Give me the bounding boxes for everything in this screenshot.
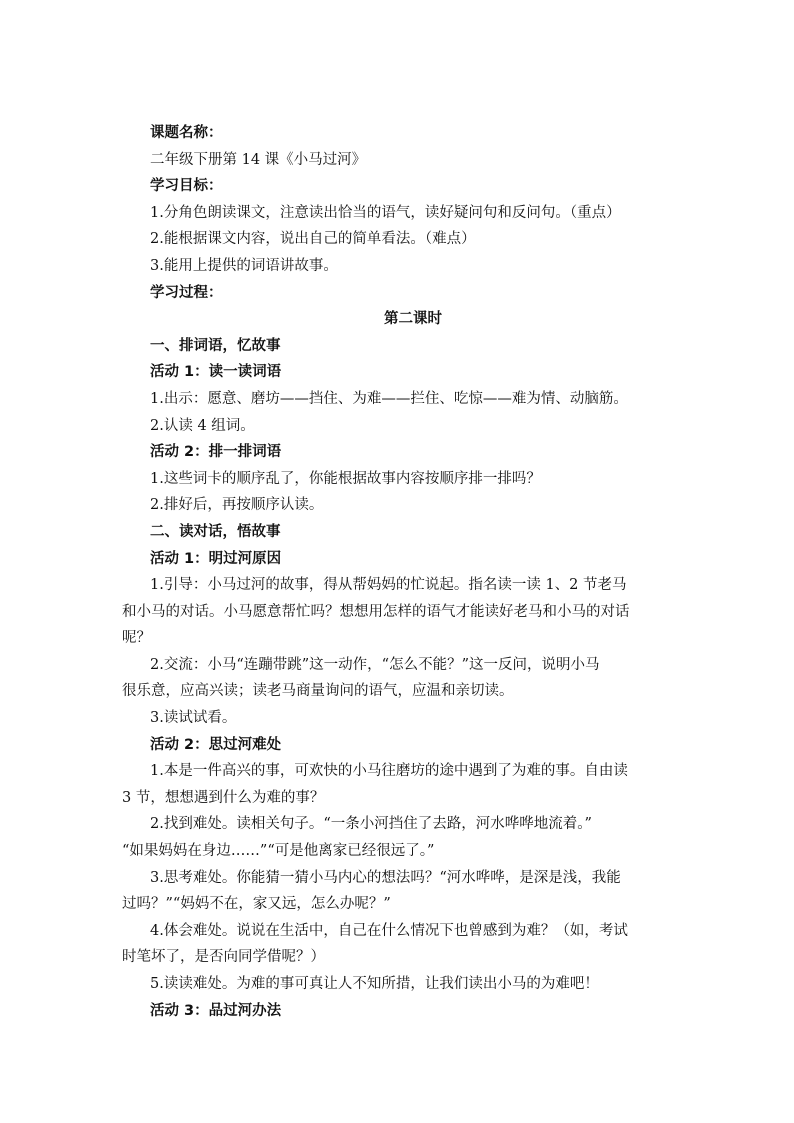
section-heading: 二、读对话，悟故事 <box>150 523 281 540</box>
lesson-name: 二年级下册第 14 课《小马过河》 <box>150 151 367 168</box>
paragraph-line: 5.读读难处。为难的事可真让人不知所措，让我们读出小马的为难吧！ <box>150 976 599 992</box>
objectives-label: 学习目标： <box>150 178 223 195</box>
activity-heading: 活动 1：读一读词语 <box>150 364 282 381</box>
paragraph-line: 4.体会难处。说说在生活中，自己在什么情况下也曾感到为难？（如，考试 <box>150 922 628 939</box>
activity-line: 2.认读 4 组词。 <box>150 417 255 434</box>
paragraph-line: 3.思考难处。你能猜一猜小马内心的想法吗？“河水哗哗，是深是浅，我能 <box>150 869 621 886</box>
process-label: 学习过程： <box>150 284 223 301</box>
paragraph-line: 时笔坏了，是否向同学借呢？） <box>122 949 325 966</box>
paragraph-line: 3.读试试看。 <box>150 710 237 727</box>
paragraph-line: 3 节，想想遇到什么为难的事？ <box>122 789 325 806</box>
document-page <box>122 120 676 1024</box>
lesson-name-label: 课题名称： <box>150 125 223 141</box>
paragraph-line: 1.本是一件高兴的事，可欢快的小马往磨坊的途中遇到了为难的事。自由读 <box>150 763 628 780</box>
paragraph-line: 过吗？”“妈妈不在，家又远，怎么办呢？” <box>122 896 391 913</box>
activity-heading: 活动 3：品过河办法 <box>150 1002 282 1019</box>
paragraph-line: “如果妈妈在身边……”“可是他离家已经很远了。” <box>122 843 435 860</box>
activity-line: 1.这些词卡的顺序乱了，你能根据故事内容按顺序排一排吗？ <box>150 470 541 487</box>
objective-item: 2.能根据课文内容，说出自己的简单看法。（难点） <box>150 231 476 248</box>
paragraph-line: 1.引导：小马过河的故事，得从帮妈妈的忙说起。指名读一读 1、2 节老马 <box>150 577 627 594</box>
session-title: 第二课时 <box>384 311 442 328</box>
paragraph-line: 呢？ <box>122 630 151 647</box>
objective-item: 1.分角色朗读课文，注意读出恰当的语气，读好疑问句和反问句。（重点） <box>150 204 621 221</box>
paragraph-line: 2.交流：小马“连蹦带跳”这一动作，“怎么不能？”这一反问，说明小马 <box>150 656 600 673</box>
objective-item: 3.能用上提供的词语讲故事。 <box>150 257 338 274</box>
activity-heading: 活动 2：排一排词语 <box>150 444 282 461</box>
paragraph-line: 很乐意，应高兴读；读老马商量询问的语气，应温和亲切读。 <box>122 683 514 700</box>
paragraph-line: 2.找到难处。读相关句子。“一条小河挡住了去路，河水哗哗地流着。” <box>150 816 592 833</box>
section-heading: 一、排词语，忆故事 <box>150 337 281 354</box>
activity-heading: 活动 2：思过河难处 <box>150 736 282 753</box>
paragraph-line: 和小马的对话。小马愿意帮忙吗？想想用怎样的语气才能读好老马和小马的对话 <box>122 603 630 620</box>
activity-line: 1.出示：愿意、磨坊——挡住、为难——拦住、吃惊——难为情、动脑筋。 <box>150 390 628 407</box>
activity-heading: 活动 1：明过河原因 <box>150 550 282 567</box>
activity-line: 2.排好后，再按顺序认读。 <box>150 497 324 514</box>
